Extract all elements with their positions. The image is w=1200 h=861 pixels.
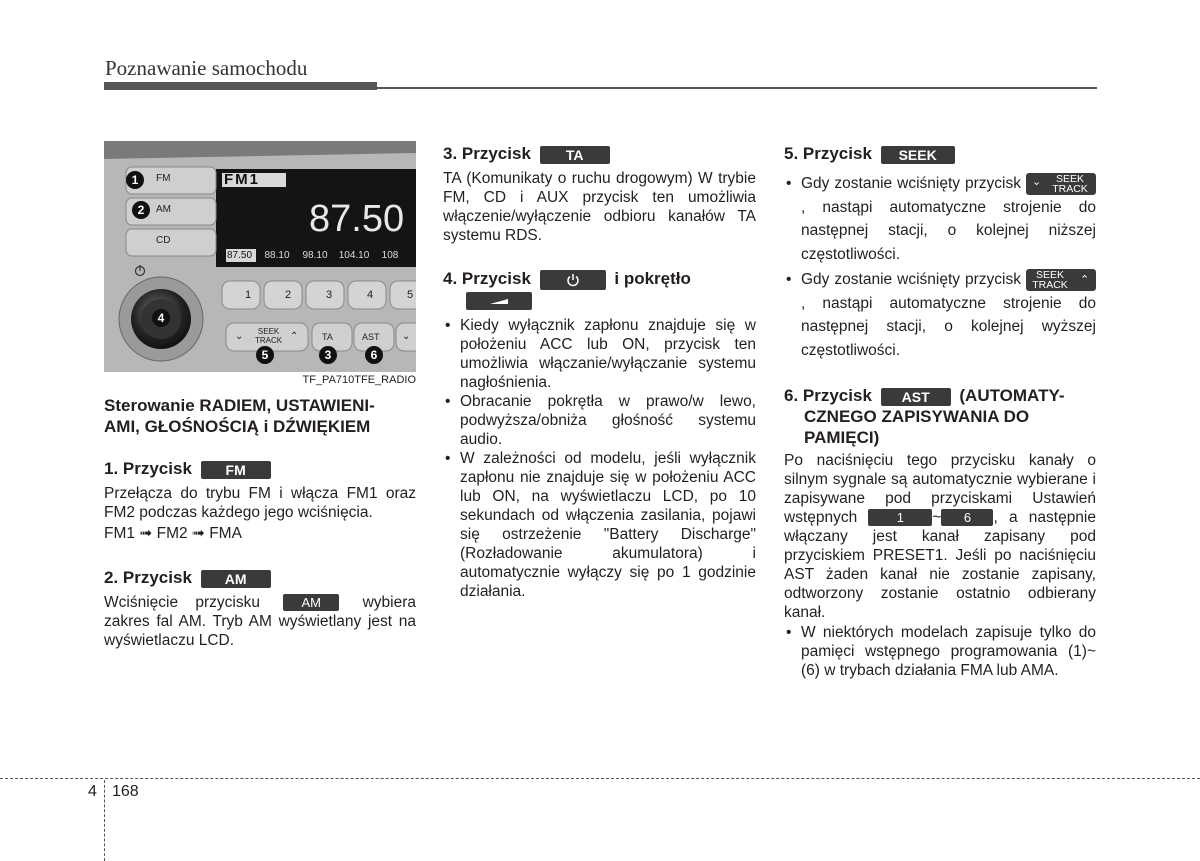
chevron-down-icon: ⌄: [402, 331, 411, 342]
preset-button-label: 1: [245, 289, 252, 301]
ast-title-suffix: (AUTOMATY-: [959, 386, 1065, 405]
am-text-b: wybiera zakres fal AM. Tryb AM wyświetlany jest na wyświetlaczu LCD.: [104, 594, 416, 649]
ast-title-text: 6. Przycisk: [784, 386, 872, 405]
preset-freq: 98.10: [302, 250, 328, 261]
am-badge: AM: [201, 570, 271, 588]
page-number: 168: [112, 783, 139, 800]
heading-line: Sterowanie RADIEM, USTAWIENI-: [104, 396, 375, 415]
bullet-item: • Kiedy wyłącznik zapłonu znajduje się w położeniu ACC lub ON, przycisk ten umożliwia włączanie/wyłączanie systemu nagłośnienia.: [443, 316, 756, 392]
ta-badge: TA: [540, 146, 610, 164]
radio-panel-figure: [104, 141, 416, 372]
am-title-text: 2. Przycisk: [104, 568, 192, 587]
volume-knob-icon: [466, 292, 532, 310]
ast-bullets: [784, 623, 1096, 680]
seek-track-text: [1028, 270, 1072, 290]
seek-track-label: [255, 327, 282, 345]
fm-section-title: [104, 458, 271, 479]
bullet-item: [784, 268, 1096, 362]
callout-marker: 4: [152, 309, 170, 327]
preset-freq: 88.10: [264, 250, 290, 261]
bullet-item: [784, 172, 1096, 266]
bullet-item: • W niektórych modelach zapisuje tylko do pamięci wstępnego programowania (1)~(6) w trybach działania FMA lub AMA.: [784, 623, 1096, 680]
callout-marker: 2: [132, 201, 150, 219]
callout-marker: 1: [126, 171, 144, 189]
am-inline-button: AM: [283, 594, 339, 611]
section-heading: [104, 395, 416, 437]
callout-marker: 3: [319, 346, 337, 364]
ast-title-line: PAMIĘCI): [804, 428, 880, 447]
seek-down-text-a: Gdy zostanie wciśnięty przycisk: [801, 175, 1021, 192]
ta-title-text: 3. Przycisk: [443, 144, 531, 163]
preset-button-label: 5: [407, 289, 414, 301]
seek-track-text: [1048, 174, 1092, 194]
preset-button-label: 2: [285, 289, 292, 301]
fm-description: Przełącza do trybu FM i włącza FM1 oraz FM2 podczas każdego jego wciśnięcia.: [104, 485, 416, 521]
tilde: ~: [932, 509, 942, 526]
am-text-a: Wciśnięcie przycisku: [104, 594, 260, 611]
bullet-item: • W zależności od modelu, jeśli wyłącznik zapłonu nie znajduje się w położeniu ACC lub ON, na wyświetlaczu LCD, po 10 sekundach od włączenia zasilania, pojawi się ostrzeżenie "Battery Discharge" (Rozładowanie akumulatora) i automatycznie wyłączy się po 1 godzinie działania.: [443, 449, 756, 601]
ta-description: TA (Komunikaty o ruchu drogowym) W trybie FM, CD i AUX przycisk ten umożliwia włączenie/wyłączenie odbioru kanałów TA systemu RDS.: [443, 170, 756, 244]
chevron-down-icon: ⌄: [235, 331, 244, 342]
power-title-text: 4. Przycisk: [443, 269, 531, 288]
fm-badge: FM: [201, 461, 271, 479]
chevron-up-icon: ⌃: [1080, 273, 1090, 286]
footer-rule: [0, 778, 1200, 779]
ta-button-label: TA: [322, 332, 333, 342]
chevron-down-icon: ⌄: [1032, 175, 1042, 188]
seek-text: SEEK: [1055, 172, 1084, 185]
track-label: TRACK: [255, 336, 283, 345]
track-text: TRACK: [1052, 182, 1088, 195]
header-rule-thick: [104, 82, 377, 90]
preset-1-button-icon: 1: [868, 509, 932, 526]
power-bullets: [443, 316, 756, 601]
fm-sequence: FM1 ➟ FM2 ➟ FMA: [104, 525, 242, 542]
preset-button-label: 4: [367, 289, 374, 301]
track-text: TRACK: [1032, 278, 1068, 291]
chapter-number: 4: [88, 783, 97, 800]
ast-description: [784, 451, 1096, 622]
am-section-title: [104, 567, 271, 588]
ast-text-b: , a następnie włączany jest kanał zapisany pod przyciskiem PRESET1. Jeśli po naciśnięciu AST żaden kanał nie zostanie zapisany, odtworzony zostanie ostatnio odbierany kanał.: [784, 509, 1096, 621]
preset-freq: 108: [381, 250, 399, 261]
callout-marker: 5: [256, 346, 274, 364]
preset-button-label: 3: [326, 289, 333, 301]
seek-section-title: [784, 143, 955, 164]
ast-button-label: AST: [362, 332, 380, 342]
fm-title-text: 1. Przycisk: [104, 459, 192, 478]
page-header-title: Poznawanie samochodu: [105, 56, 308, 80]
ast-text-a: Po naciśnięciu tego przycisku kanały o silnym sygnale są automatycznie wybierane i zapisywane pod przyciskami Ustawień wstępnych: [784, 452, 1096, 526]
power-title-suffix: i pokrętło: [614, 269, 691, 288]
header-rule-thin: [377, 87, 1097, 89]
seek-badge: SEEK: [881, 146, 955, 164]
ast-section-title: [784, 385, 1096, 448]
seek-up-text-a: Gdy zostanie wciśnięty przycisk: [801, 271, 1021, 288]
preset-freq: 104.10: [338, 250, 370, 261]
seek-title-text: 5. Przycisk: [784, 144, 872, 163]
callout-marker: 6: [365, 346, 383, 364]
power-section-title: [443, 268, 756, 290]
ast-badge: AST: [881, 388, 951, 406]
display-band: FM1: [224, 171, 260, 188]
preset-freq: 87.50: [227, 250, 253, 261]
heading-line: AMI, GŁOŚNOŚCIĄ i DŹWIĘKIEM: [104, 417, 371, 436]
am-description: [104, 593, 416, 650]
seek-label: SEEK: [257, 327, 280, 336]
seek-down-text-b: , nastąpi automatyczne strojenie do następnej stacji, o kolejnej niższej częstotliwości.: [801, 198, 1096, 263]
cd-button-label: CD: [156, 235, 171, 246]
seek-up-button-icon: [1026, 269, 1096, 291]
ast-title-line: CZNEGO ZAPISYWANIA DO: [804, 407, 1030, 426]
figure-caption: TF_PA710TFE_RADIO: [302, 374, 416, 386]
am-button-label: AM: [156, 204, 171, 215]
footer-divider: [104, 780, 105, 861]
power-icon: [540, 270, 606, 290]
display-frequency: 87.50: [309, 198, 405, 240]
seek-text: SEEK: [1035, 268, 1064, 281]
preset-frequency-strip: [227, 249, 416, 262]
ta-section-title: [443, 143, 610, 164]
seek-bullets: [784, 172, 1096, 362]
seek-up-text-b: , nastąpi automatyczne strojenie do następnej stacji, o kolejnej wyższej częstotliwości.: [801, 294, 1096, 359]
seek-down-button-icon: [1026, 173, 1096, 195]
preset-6-button-icon: 6: [941, 509, 993, 526]
fm-button-label: FM: [156, 173, 171, 184]
bullet-item: • Obracanie pokrętła w prawo/w lewo, podwyższa/obniża głośność systemu audio.: [443, 392, 756, 449]
chevron-up-icon: ⌃: [290, 331, 299, 342]
